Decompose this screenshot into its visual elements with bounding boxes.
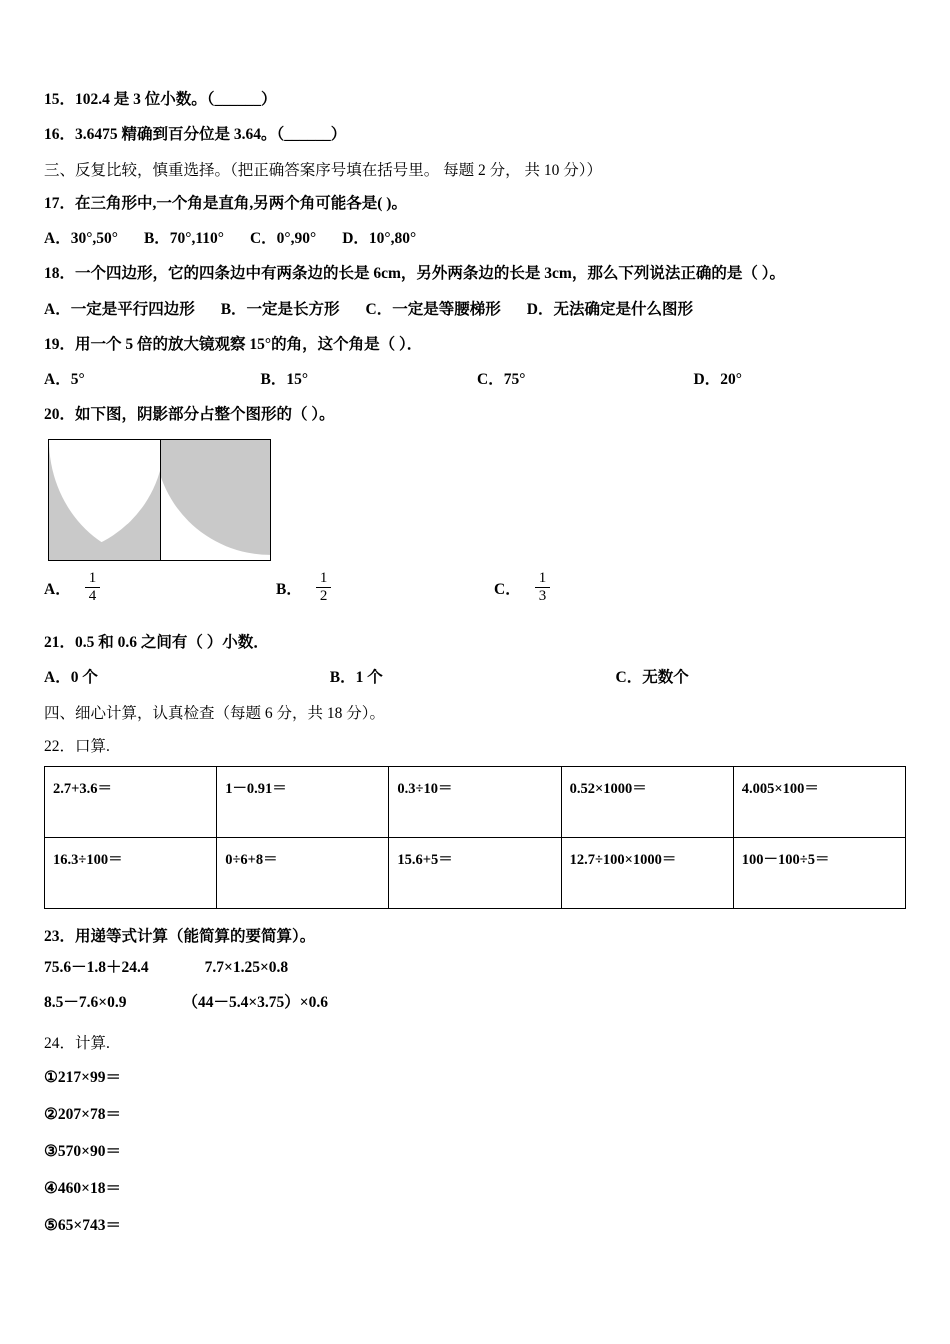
question-19: 19．用一个 5 倍的放大镜观察 15°的角，这个角是（ ）． [44,335,423,353]
option-20-b[interactable] [276,571,494,606]
cell-r1c2: 1－0.91＝ [217,767,389,838]
section-4-heading: 四、细心计算，认真检查（每题 6 分，共 18 分）。 [44,704,386,722]
question-23-line-2 [44,991,910,1016]
shaded-area-figure [48,439,271,561]
expr-23-d: （44－5.4×3.75）×0.6 [182,994,329,1012]
option-20-b-numerator: 1 [316,571,332,589]
question-20: 20．如下图，阴影部分占整个图形的（ ）。 [44,406,335,424]
option-18-c[interactable]: C．一定是等腰梯形 [365,300,501,318]
cell-r1c3: 0.3÷10＝ [389,767,561,838]
section-3-heading: 三、反复比较，慎重选择。（把正确答案序号填在括号里。 每题 2 分， 共 10 分）） [44,161,603,179]
cell-r2c2: 0÷6+8＝ [217,838,389,909]
question-15: 15．102.4 是 3 位小数。（______） [44,91,277,108]
option-17-b[interactable]: B．70°,110° [143,230,224,247]
option-19-d[interactable]: D．20° [693,371,742,388]
question-24-item-3: ③570×90＝ [44,1143,121,1161]
expr-23-b: 7.7×1.25×0.8 [204,959,289,977]
question-21-options [44,666,910,689]
question-23: 23．用递等式计算（能简算的要简算）。 [44,928,316,945]
question-16: 16．3.6475 精确到百分位是 3.64。（______） [44,126,347,144]
question-24: 24．计算. [44,1034,110,1052]
option-19-a[interactable]: A．5° [44,371,85,388]
question-23-line-1 [44,956,910,981]
option-20-a[interactable] [44,571,276,606]
question-19-options [44,368,910,391]
cell-r2c5: 100－100÷5＝ [733,838,905,909]
question-17-options [44,227,910,250]
option-18-d[interactable]: D．无法确定是什么图形 [526,300,693,318]
cell-r1c1: 2.7+3.6＝ [45,767,217,838]
cell-r2c3: 15.6+5＝ [389,838,561,909]
option-20-b-fraction [316,571,332,606]
option-18-a[interactable]: A．一定是平行四边形 [44,300,195,318]
table-row [45,838,906,909]
figure-divider-line [160,440,161,560]
option-17-c[interactable]: C．0°,90° [249,230,317,247]
option-20-b-label: B． [276,580,302,598]
option-21-c[interactable]: C．无数个 [615,669,689,687]
question-24-item-1: ①217×99＝ [44,1069,121,1087]
option-20-a-fraction [85,571,101,606]
option-17-a[interactable]: A．30°,50° [44,230,118,247]
option-18-b[interactable]: B．一定是长方形 [220,300,340,318]
question-24-item-2: ②207×78＝ [44,1106,121,1124]
option-21-a[interactable]: A．0 个 [44,669,98,687]
question-24-item-5: ⑤65×743＝ [44,1217,121,1235]
question-21: 21．0.5 和 0.6 之间有（ ）小数． [44,634,269,651]
cell-r2c1: 16.3÷100＝ [45,838,217,909]
option-20-b-denominator: 2 [319,588,328,605]
option-17-d[interactable]: D．10°,80° [342,230,417,247]
option-20-c-fraction [535,571,551,606]
question-22: 22．口算. [44,737,110,755]
option-20-c-numerator: 1 [535,571,551,589]
cell-r1c5: 4.005×100＝ [733,767,905,838]
option-20-a-numerator: 1 [85,571,101,589]
option-19-b[interactable]: B．15° [260,371,309,388]
figure-right-half [160,440,271,560]
question-24-item-4: ④460×18＝ [44,1180,121,1198]
question-18: 18．一个四边形，它的四条边中有两条边的长是 6cm，另外两条边的长是 3cm，那么下列说法正确的是（ ）。 [44,265,785,283]
expr-23-c: 8.5－7.6×0.9 [44,994,127,1012]
option-20-a-label: A． [44,580,71,598]
cell-r2c4: 12.7÷100×1000＝ [561,838,733,909]
figure-left-half [49,440,160,560]
cell-r1c4: 0.52×1000＝ [561,767,733,838]
option-20-c-denominator: 3 [538,588,547,605]
option-20-c[interactable] [494,571,550,606]
option-20-a-denominator: 4 [88,588,97,605]
question-17: 17．在三角形中,一个角是直角,另两个角可能各是( )。 [44,194,407,212]
question-18-options [44,298,910,321]
expr-23-a: 75.6－1.8＋24.4 [44,959,149,977]
table-row [45,767,906,838]
option-20-c-label: C． [494,580,521,598]
oral-calculation-table [44,766,906,909]
question-20-options [44,571,910,606]
option-21-b[interactable]: B．1 个 [329,669,383,687]
option-19-c[interactable]: C．75° [477,371,526,388]
worksheet-content [44,88,910,1250]
